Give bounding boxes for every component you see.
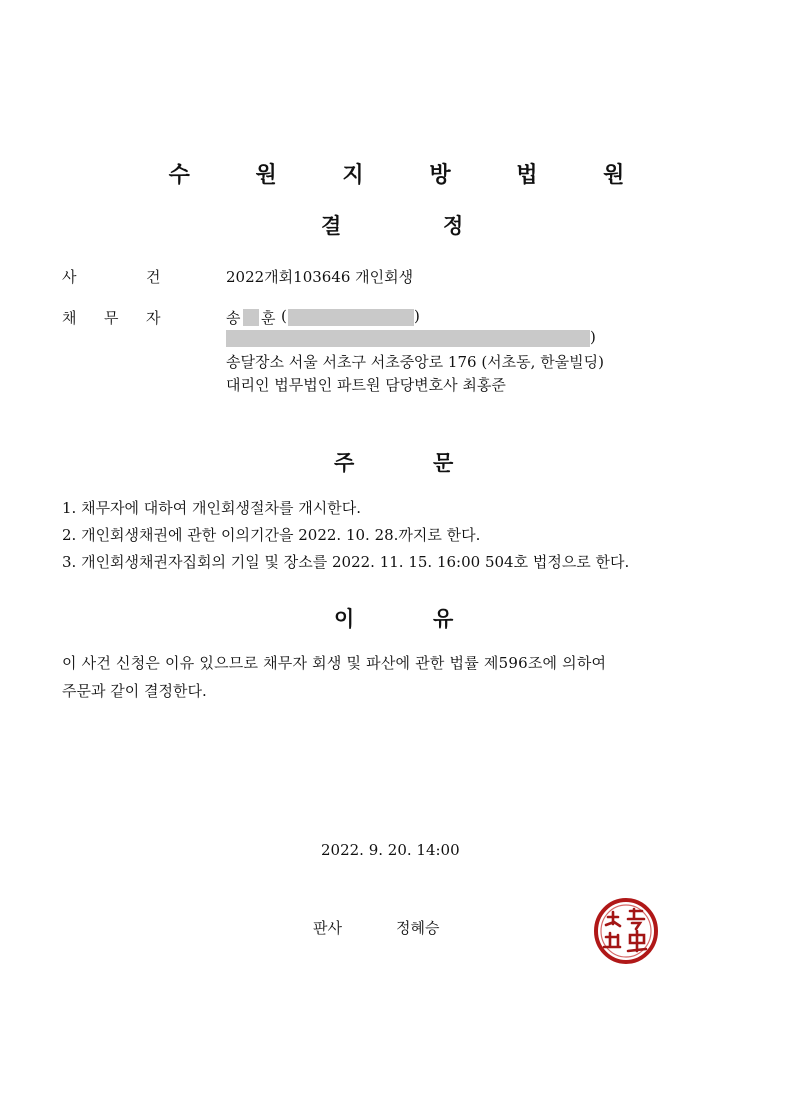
order-item-1: 1. 채무자에 대하여 개인회생절차를 개시한다. <box>62 499 361 517</box>
order-heading-left: 주 <box>334 451 355 475</box>
id-redaction <box>288 309 414 326</box>
case-number: 2022개회103646 개인회생 <box>226 268 414 286</box>
reason-line-2: 주문과 같이 결정한다. <box>62 682 207 700</box>
judge-name: 정혜승 <box>396 919 440 937</box>
court-name: 수 원 지 방 법 원 <box>168 163 654 188</box>
debtor-label-2: 무 <box>104 309 119 327</box>
agent-line: 대리인 법무법인 파트원 담당변호사 최홍준 <box>226 376 506 394</box>
delivery-address: 송달장소 서울 서초구 서초중앙로 176 (서초동, 한울빌딩) <box>226 353 605 371</box>
name-redaction <box>243 309 259 326</box>
order-item-3: 3. 개인회생채권자집회의 기일 및 장소를 2022. 11. 15. 16:00 504호 법정으로 한다. <box>62 553 630 571</box>
doc-type-left: 결 <box>321 214 342 238</box>
reason-line-1: 이 사건 신청은 이유 있으므로 채무자 회생 및 파산에 관한 법률 제596조에 의하여 <box>62 654 607 672</box>
reason-heading-left: 이 <box>334 607 355 631</box>
order-item-2: 2. 개인회생채권에 관한 이의기간을 2022. 10. 28.까지로 한다. <box>62 526 481 544</box>
debtor-paren-close: ) <box>414 307 420 325</box>
address-paren-close: ) <box>590 328 596 346</box>
case-label-2: 건 <box>146 268 161 286</box>
judge-seal-icon <box>588 895 666 967</box>
case-label-1: 사 <box>62 268 77 286</box>
judge-title: 판사 <box>313 919 342 937</box>
debtor-label-3: 자 <box>146 309 161 327</box>
debtor-name-first: 송 <box>226 309 241 327</box>
reason-heading-right: 유 <box>433 607 454 631</box>
decision-date: 2022. 9. 20. 14:00 <box>321 841 460 859</box>
debtor-label-1: 채 <box>62 309 77 327</box>
debtor-name-last: 훈 <box>261 309 276 327</box>
order-heading-right: 문 <box>433 451 454 475</box>
address-redaction <box>226 330 590 347</box>
debtor-paren-open: ( <box>281 307 287 325</box>
doc-type-right: 정 <box>443 214 464 238</box>
